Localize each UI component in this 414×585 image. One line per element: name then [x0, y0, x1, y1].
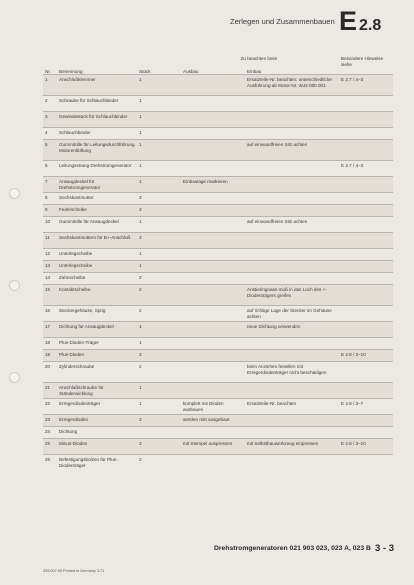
cell-nr: 16 — [45, 308, 51, 313]
cell-qty: 1 — [139, 219, 142, 224]
cell-qty: 1 — [139, 340, 142, 345]
cell-removal — [181, 112, 245, 128]
cell-reference — [339, 338, 393, 350]
section-badge-letter: E — [339, 6, 358, 36]
header-spacer — [137, 54, 181, 62]
cell-name: Schlauchbinder — [59, 130, 91, 135]
page-header-title: Zerlegen und Zusammenbauen — [230, 17, 335, 26]
cell-reference — [339, 205, 393, 217]
cell-name: Gummitülle für Ansaugdeckel — [59, 219, 119, 224]
cell-qty: 1 — [139, 163, 142, 168]
cell-nr: 4 — [45, 130, 48, 135]
cell-reference — [339, 306, 393, 322]
cell-qty: 2 — [139, 457, 142, 462]
cell-qty: 1 — [139, 77, 142, 82]
cell-reference — [339, 415, 393, 427]
cell-name: Gummitülle für Leitungsdurchführung Motorentlüftung — [59, 142, 135, 153]
cell-nr: 2 — [45, 98, 48, 103]
cell-removal — [181, 75, 245, 96]
table-row — [43, 205, 393, 217]
section-badge-number: 2.8 — [359, 17, 382, 34]
column-header-reference: Besondere Hinweise siehe — [341, 56, 384, 67]
cell-installation: Ersatzteile-Nr. beachten — [247, 401, 297, 406]
cell-qty: 1 — [139, 98, 142, 103]
cell-installation — [245, 338, 339, 350]
cell-name: Steckergehäuse, Sprig — [59, 308, 106, 313]
cell-name: Zylinderschraube — [59, 364, 95, 369]
cell-installation — [245, 455, 339, 471]
cell-qty: 1 — [139, 179, 142, 184]
cell-reference — [339, 128, 393, 140]
table-row — [43, 306, 393, 322]
table-row — [43, 177, 393, 193]
cell-installation — [245, 177, 339, 193]
cell-name: Minus-Dioden — [59, 441, 88, 446]
cell-removal — [181, 161, 245, 177]
cell-qty: 1 — [139, 324, 142, 329]
column-header-name: Benennung — [59, 68, 83, 74]
cell-nr: 6 — [45, 163, 48, 168]
cell-removal — [181, 362, 245, 383]
cell-name: Plus-Dioden-Träger — [59, 340, 99, 345]
cell-nr: 22 — [45, 401, 51, 406]
cell-removal — [181, 233, 245, 249]
cell-name: Ansaugdeckel für Drehstromgenerator — [59, 179, 101, 190]
cell-name: Federscheibe — [59, 207, 87, 212]
cell-name: Gewindestück für Schlauchbinder — [59, 114, 128, 119]
punch-hole — [9, 188, 20, 199]
cell-nr: 1 — [45, 77, 48, 82]
cell-removal: komplett mit Dioden ausbauen — [183, 401, 224, 412]
cell-removal — [181, 306, 245, 322]
cell-installation: beim Anziehen festellen mit Erregerdiodenträger nicht beschädigen — [247, 364, 327, 375]
cell-installation — [245, 233, 339, 249]
table-row — [43, 273, 393, 285]
cell-removal — [181, 249, 245, 261]
cell-nr: 14 — [45, 275, 51, 280]
cell-reference — [339, 233, 393, 249]
cell-reference — [339, 177, 393, 193]
cell-removal — [181, 455, 245, 471]
cell-installation — [245, 273, 339, 285]
cell-installation: auf einwandfreien Sitz achten — [247, 219, 308, 224]
cell-removal: mit Stempel auspressen — [183, 441, 233, 446]
cell-removal — [181, 427, 245, 439]
table-row — [43, 427, 393, 439]
table-row — [43, 338, 393, 350]
cell-name: Sechskantmutter — [59, 195, 94, 200]
cell-qty: 2 — [139, 364, 142, 369]
punch-hole — [9, 280, 20, 291]
column-header-qty: Stück — [139, 68, 151, 74]
cell-installation — [245, 161, 339, 177]
cell-nr: 24 — [45, 429, 51, 434]
parts-table-body — [43, 75, 393, 471]
table-row — [43, 439, 393, 455]
footer-title: Drehstromgeneratoren 021 903 023, 023 A, 023 B — [214, 545, 371, 552]
cell-reference: E 2.8 / 3–10 — [341, 441, 366, 446]
cell-qty: 1 — [139, 114, 142, 119]
cell-reference — [339, 217, 393, 233]
table-row — [43, 140, 393, 161]
column-header-nr: Nr. — [45, 68, 51, 74]
cell-removal — [181, 285, 245, 306]
table-row — [43, 261, 393, 273]
cell-removal — [181, 273, 245, 285]
cell-nr: 20 — [45, 364, 51, 369]
cell-qty: 3 — [139, 235, 142, 240]
cell-nr: 23 — [45, 417, 51, 422]
cell-qty: 1 — [139, 130, 142, 135]
table-row — [43, 285, 393, 306]
table-row — [43, 161, 393, 177]
cell-removal — [181, 322, 245, 338]
table-row — [43, 350, 393, 362]
cell-nr: 3 — [45, 114, 48, 119]
table-row — [43, 193, 393, 205]
header-spacer — [43, 54, 57, 62]
cell-qty: 1 — [139, 263, 142, 268]
page-number: 3 - 3 — [375, 543, 395, 554]
cell-removal — [181, 383, 245, 399]
cell-nr: 11 — [45, 235, 50, 240]
cell-installation — [245, 350, 339, 362]
table-row — [43, 96, 393, 112]
table-row — [43, 233, 393, 249]
cell-installation: auf richtige Lage der Stecker im Gehäuse achten — [247, 308, 332, 319]
cell-removal: Einbaulage markieren — [183, 179, 228, 184]
cell-qty — [137, 427, 181, 439]
cell-reference — [339, 455, 393, 471]
cell-removal — [181, 217, 245, 233]
table-row — [43, 415, 393, 427]
cell-name: Befestigungsbolzen für Plus-Diodenträger — [59, 457, 118, 468]
cell-qty: 1 — [139, 385, 142, 390]
cell-qty: 3 — [139, 352, 142, 357]
cell-installation — [245, 249, 339, 261]
cell-reference — [339, 193, 393, 205]
cell-qty: 3 — [139, 207, 142, 212]
cell-removal — [181, 205, 245, 217]
cell-installation: Anstieringnase muß in das Loch des +-Diodenträgers greifen — [247, 287, 327, 298]
cell-reference — [339, 427, 393, 439]
cell-removal — [181, 261, 245, 273]
punch-hole — [9, 372, 20, 383]
cell-qty: 1 — [139, 251, 142, 256]
cell-nr: 21 — [45, 385, 51, 390]
cell-reference — [339, 285, 393, 306]
cell-installation — [245, 128, 339, 140]
parts-table — [43, 54, 393, 471]
cell-nr: 15 — [45, 287, 51, 292]
table-row — [43, 75, 393, 96]
cell-reference — [339, 322, 393, 338]
table-row — [43, 455, 393, 471]
cell-installation — [245, 96, 339, 112]
cell-removal — [181, 193, 245, 205]
table-row — [43, 399, 393, 415]
column-header-installation: Einbau — [247, 68, 262, 74]
cell-nr: 13 — [45, 263, 51, 268]
table-row — [43, 112, 393, 128]
column-header-removal: Ausbau — [183, 68, 199, 74]
cell-name: Kontaktscheibe — [59, 287, 91, 292]
cell-qty: 1 — [139, 401, 142, 406]
cell-name: Leitungsstrang Drehstromgenerator — [59, 163, 132, 168]
cell-name: Zahnscheibe — [59, 275, 86, 280]
header-spacer — [57, 54, 137, 62]
cell-qty: 2 — [139, 275, 142, 280]
cell-installation — [245, 261, 339, 273]
cell-nr: 9 — [45, 207, 48, 212]
cell-name: Anschlußklemmer — [59, 77, 96, 82]
cell-reference — [339, 249, 393, 261]
cell-qty: 3 — [139, 417, 142, 422]
cell-installation: mit Selbstbauwerkzeug einpressen — [247, 441, 319, 446]
cell-reference — [339, 362, 393, 383]
cell-name: Plus-Dioden — [59, 352, 85, 357]
cell-name: Unterlegscheibe — [59, 251, 93, 256]
cell-name: Dichtung für Ansaugdeckel — [59, 324, 114, 329]
cell-reference — [339, 261, 393, 273]
cell-removal — [181, 96, 245, 112]
cell-nr: 12 — [45, 251, 51, 256]
cell-removal — [181, 350, 245, 362]
cell-reference — [339, 96, 393, 112]
table-row — [43, 249, 393, 261]
cell-installation — [245, 112, 339, 128]
cell-nr: 26 — [45, 457, 51, 462]
cell-name: Unterlegscheibe — [59, 263, 93, 268]
cell-installation — [245, 415, 339, 427]
cell-installation — [245, 383, 339, 399]
cell-installation: neue Dichtung verwenden — [247, 324, 301, 329]
cell-name: Schraube für Schlauchbinder — [59, 98, 119, 103]
cell-reference: E 2.7 / 4–3 — [341, 163, 364, 168]
cell-reference — [339, 112, 393, 128]
table-row — [43, 362, 393, 383]
cell-name: Erregerdioden — [59, 417, 89, 422]
cell-qty: 1 — [139, 142, 142, 147]
table-row — [43, 322, 393, 338]
cell-nr: 8 — [45, 195, 48, 200]
cell-qty: 3 — [139, 195, 142, 200]
cell-reference: E 2.8 / 3–7 — [341, 401, 364, 406]
section-badge — [339, 6, 381, 37]
table-row — [43, 383, 393, 399]
cell-installation — [245, 205, 339, 217]
cell-name: Anschlußschraube für Ständerwicklung — [59, 385, 104, 396]
cell-nr: 7 — [45, 179, 48, 184]
cell-removal — [181, 140, 245, 161]
cell-installation — [245, 427, 339, 439]
cell-name: Dichtung — [59, 429, 78, 434]
cell-removal — [181, 128, 245, 140]
table-row — [43, 128, 393, 140]
cell-qty: 2 — [139, 287, 142, 292]
cell-name: Erregerdiodenträger — [59, 401, 101, 406]
cell-removal — [181, 338, 245, 350]
cell-nr: 18 — [45, 340, 51, 345]
cell-qty: 3 — [139, 441, 142, 446]
cell-reference: E 2.8 / 3–10 — [341, 352, 366, 357]
cell-installation: Ersatzteile-Nr. beachten: unterschiedliche Ausführung ab Motor-Nr. WJ2 000 001 — [247, 77, 332, 88]
cell-name: Sechskantmuttern für B+-Anschluß — [59, 235, 131, 240]
cell-nr: 5 — [45, 142, 48, 147]
cell-reference — [339, 273, 393, 285]
cell-nr: 10 — [45, 219, 51, 224]
cell-qty: 2 — [139, 308, 142, 313]
cell-removal: werden mitt ausgebaut — [183, 417, 230, 422]
cell-reference — [339, 383, 393, 399]
cell-reference: E 2.7 / 4–3 — [341, 77, 364, 82]
cell-reference — [339, 140, 393, 161]
column-group-header: Zu beachten beim — [240, 56, 278, 61]
cell-installation: auf einwandfreien Sitz achten — [247, 142, 308, 147]
cell-nr: 17 — [45, 324, 51, 329]
cell-installation — [245, 193, 339, 205]
cell-nr: 25 — [45, 441, 51, 446]
table-row — [43, 217, 393, 233]
cell-nr: 19 — [45, 352, 51, 357]
print-note: 339.007.00 Printed in Germany 3.71 — [43, 569, 105, 573]
